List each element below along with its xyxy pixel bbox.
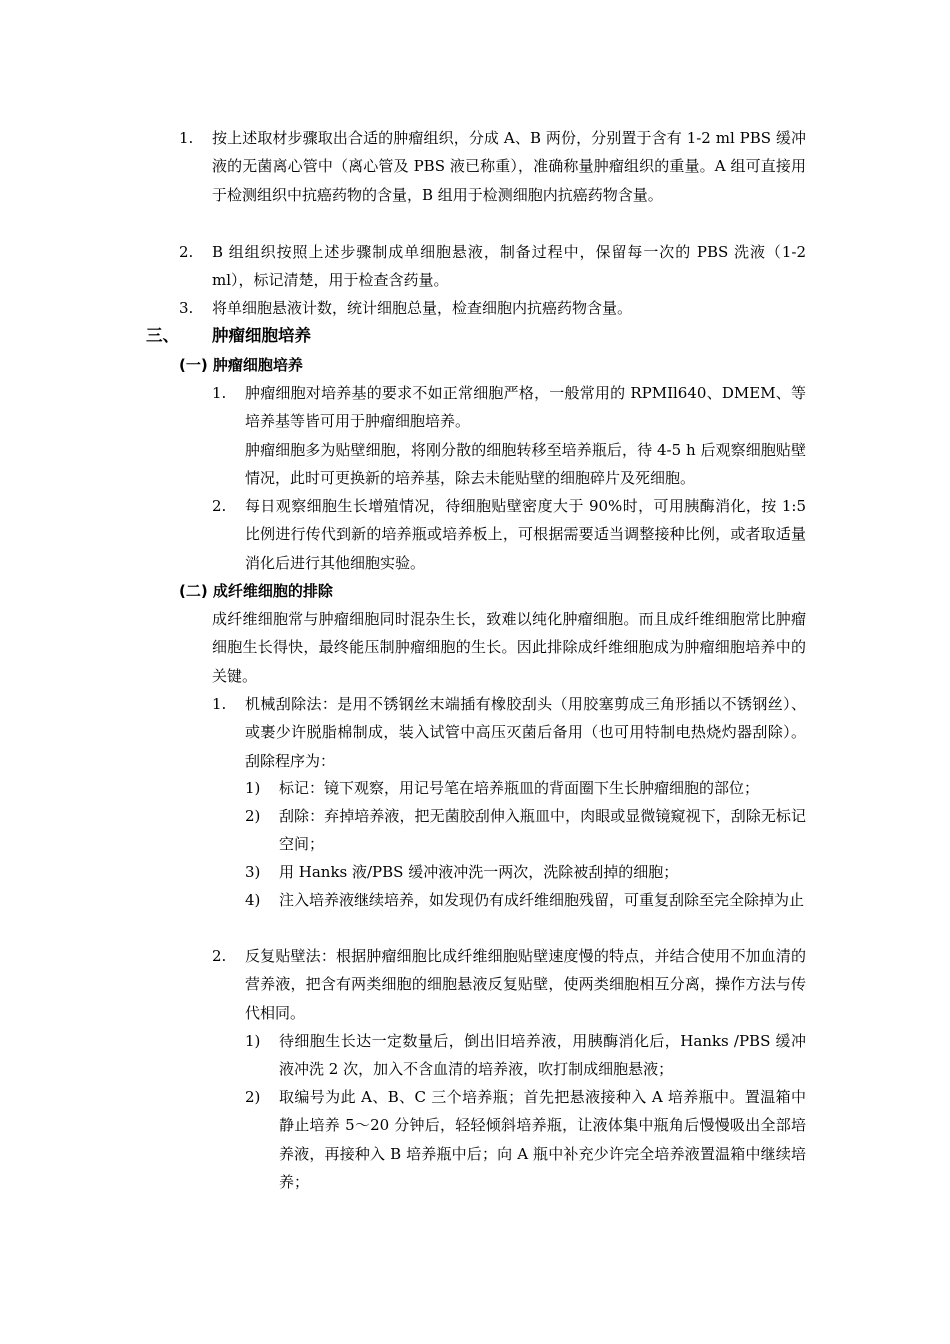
list-item-text: B 组组织按照上述步骤制成单细胞悬液，制备过程中，保留每一次的 PBS 洗液（1-2 ml），标记清楚，用于检查含药量。 bbox=[212, 243, 806, 290]
list-item-text: 将单细胞悬液计数，统计细胞总量，检查细胞内抗癌药物含量。 bbox=[212, 299, 633, 317]
list-item-text: 反复贴壁法：根据肿瘤细胞比成纤维细胞贴壁速度慢的特点，并结合使用不加血清的营养液，把含有两类细胞的细胞悬液反复贴壁，使两类细胞相互分离，操作方法与传代相同。 bbox=[245, 947, 806, 1022]
step-text: 用 Hanks 液/PBS 缓冲液冲洗一两次，洗除被刮掉的细胞； bbox=[279, 863, 679, 881]
step-number: 1) bbox=[245, 1032, 261, 1050]
step-text: 待细胞生长达一定数量后，倒出旧培养液，用胰酶消化后，Hanks /PBS 缓冲液冲洗 2 次，加入不含血清的培养液，吹打制成细胞悬液； bbox=[279, 1032, 806, 1079]
paragraph: 肿瘤细胞多为贴壁细胞，将刚分散的细胞转移至培养瓶后，待 4-5 h 后观察细胞贴壁情况，此时可更换新的培养基，除去未能贴壁的细胞碎片及死细胞。 bbox=[245, 441, 806, 488]
paragraph: 成纤维细胞常与肿瘤细胞同时混杂生长，致难以纯化肿瘤细胞。而且成纤维细胞常比肿瘤细胞生长得快，最终能压制肿瘤细胞的生长。因此排除成纤维细胞成为肿瘤细胞培养中的关键。 bbox=[212, 610, 806, 685]
step-number: 3) bbox=[245, 863, 261, 881]
step-number: 2) bbox=[245, 807, 261, 825]
step-text: 取编号为此 A、B、C 三个培养瓶；首先把悬液接种入 A 培养瓶中。置温箱中静止培养 5～20 分钟后，轻轻倾斜培养瓶，让液体集中瓶角后慢慢吸出全部培养液，再接种入 B 培养瓶中后；向 A 瓶中补充少许完全培养液置温箱中继续培养； bbox=[279, 1088, 806, 1192]
list-number: 2. bbox=[179, 243, 194, 261]
list-item-text: 肿瘤细胞对培养基的要求不如正常细胞严格，一般常用的 RPMIl640、DMEM、等培养基等皆可用于肿瘤细胞培养。 bbox=[245, 384, 806, 431]
list-number: 1. bbox=[212, 384, 227, 402]
list-number: 1. bbox=[179, 129, 194, 147]
step-number: 2) bbox=[245, 1088, 261, 1106]
step-text: 标记：镜下观察，用记号笔在培养瓶皿的背面圈下生长肿瘤细胞的部位； bbox=[279, 779, 760, 797]
list-item-text: 机械刮除法：是用不锈钢丝末端插有橡胶刮头（用胶塞剪成三角形插以不锈钢丝）、或裹少许脱脂棉制成，装入试管中高压灭菌后备用（也可用特制电热烧灼器刮除）。刮除程序为： bbox=[245, 695, 806, 770]
step-text: 注入培养液继续培养，如发现仍有成纤维细胞残留，可重复刮除至完全除掉为止 bbox=[279, 891, 805, 909]
list-number: 3. bbox=[179, 299, 194, 317]
step-text: 刮除：弃掉培养液，把无菌胶刮伸入瓶皿中，肉眼或显微镜窥视下，刮除无标记空间； bbox=[279, 807, 806, 854]
list-item-text: 按上述取材步骤取出合适的肿瘤组织，分成 A、B 两份，分别置于含有 1-2 ml PBS 缓冲液的无菌离心管中（离心管及 PBS 液已称重），准确称量肿瘤组织的重量。A 组可直接用于检测组织中抗癌药物的含量，B 组用于检测细胞内抗癌药物含量。 bbox=[212, 129, 806, 204]
section-number: 三、 bbox=[146, 326, 179, 345]
list-item-text: 每日观察细胞生长增殖情况，待细胞贴壁密度大于 90%时，可用胰酶消化，按 1:5 比例进行传代到新的培养瓶或培养板上，可根据需要适当调整接种比例，或者取适量消化后进行其他细胞实验。 bbox=[245, 497, 806, 572]
step-number: 1) bbox=[245, 779, 261, 797]
list-number: 1. bbox=[212, 695, 227, 713]
subsection-title: (二) 成纤维细胞的排除 bbox=[179, 582, 333, 600]
subsection-title: (一) 肿瘤细胞培养 bbox=[179, 356, 303, 374]
step-number: 4) bbox=[245, 891, 261, 909]
section-title: 肿瘤细胞培养 bbox=[212, 326, 311, 345]
list-number: 2. bbox=[212, 947, 227, 965]
list-number: 2. bbox=[212, 497, 227, 515]
